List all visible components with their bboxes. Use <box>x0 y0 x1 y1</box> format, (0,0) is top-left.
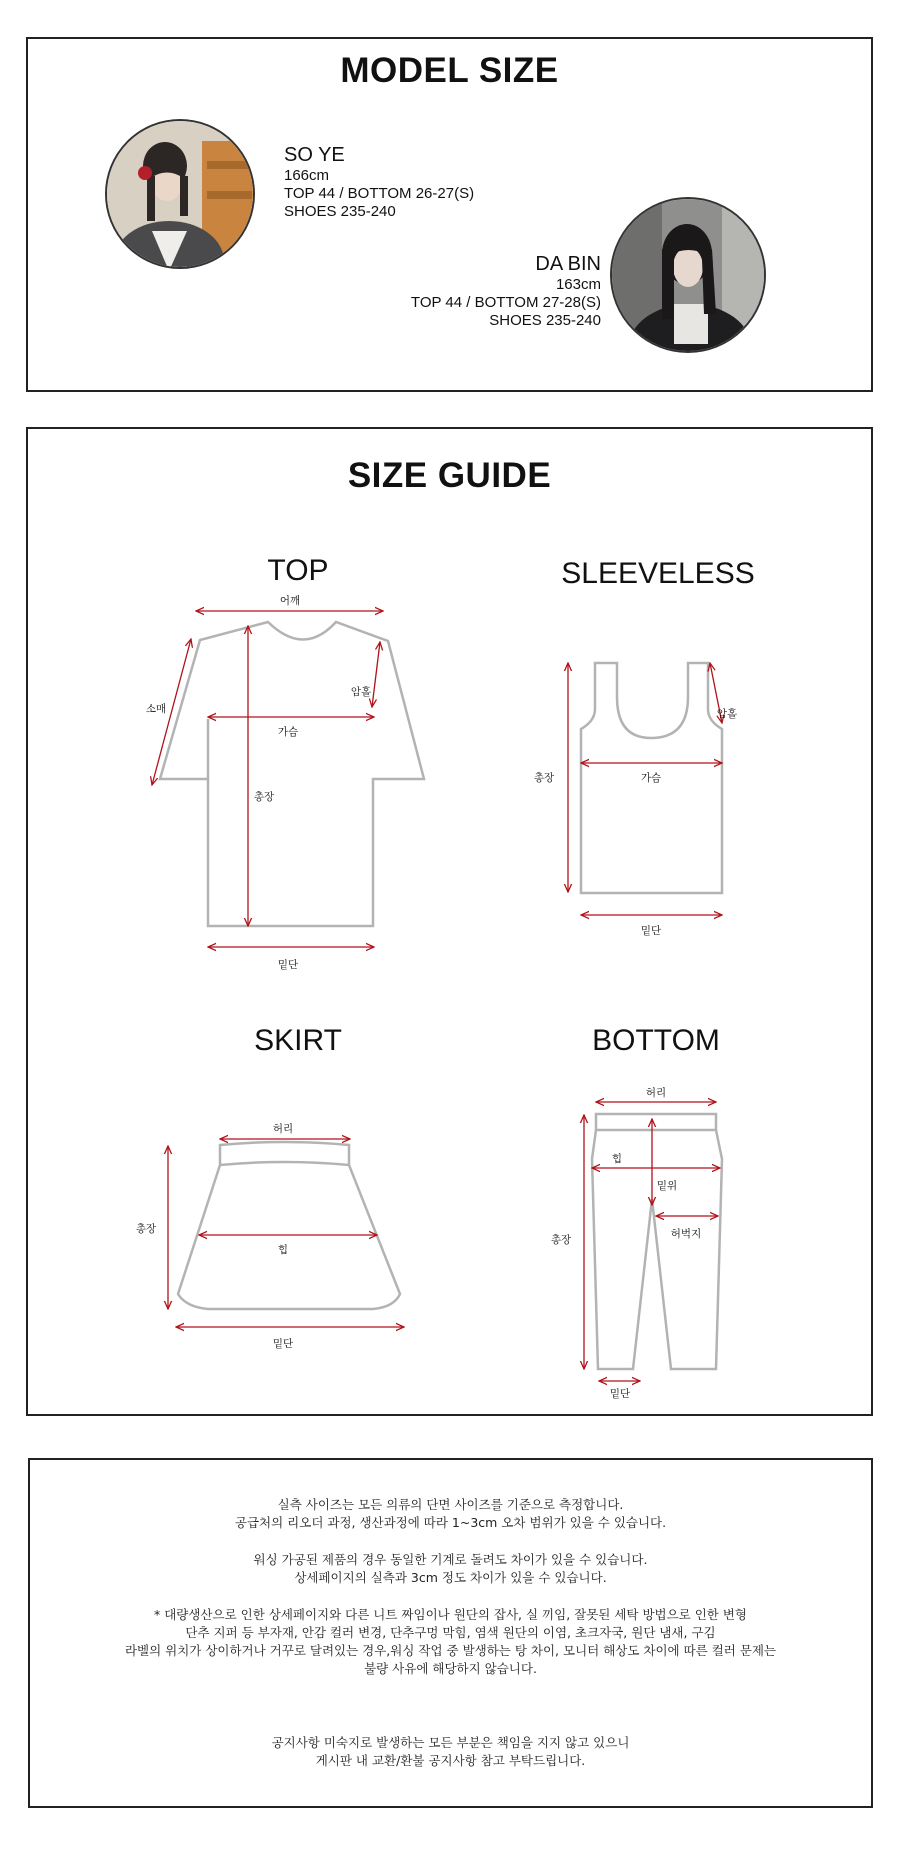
top-shoulder-label: 어깨 <box>279 595 301 607</box>
model-height: 166cm <box>284 167 330 184</box>
notice-paragraph-4 <box>30 1734 871 1770</box>
notice-line: 상세페이지의 실측과 3cm 정도 차이가 있을 수 있습니다. <box>294 1570 607 1585</box>
top-chest-label: 가슴 <box>277 726 299 738</box>
notice-line: 워싱 가공된 제품의 경우 동일한 기계로 돌려도 차이가 있을 수 있습니다. <box>253 1552 648 1567</box>
notice-line: 실측 사이즈는 모든 의류의 단면 사이즈를 기준으로 측정합니다. <box>277 1497 624 1512</box>
model-shoes: SHOES 235-240 <box>489 312 601 329</box>
size-guide-section <box>26 427 873 1416</box>
top-length-label: 총장 <box>253 791 275 803</box>
bottom-waist-label: 허리 <box>645 1087 667 1099</box>
top-armhole-label: 암홀 <box>350 686 372 698</box>
model-size-title: MODEL SIZE <box>340 51 559 90</box>
notice-paragraph-2 <box>30 1551 871 1587</box>
notice-line: 공급처의 리오더 과정, 생산과정에 따라 1~3cm 오차 범위가 있을 수 있습니다. <box>234 1515 667 1530</box>
model-name: SO YE <box>284 144 345 166</box>
skirt-hip-label: 힙 <box>277 1244 289 1256</box>
skirt-title: SKIRT <box>254 1024 342 1057</box>
skirt-waistband <box>220 1142 349 1165</box>
top-armhole-measure <box>372 642 380 707</box>
model-sizes: TOP 44 / BOTTOM 27-28(S) <box>410 294 601 311</box>
top-hem-label: 밑단 <box>277 959 299 971</box>
bottom-title: BOTTOM <box>592 1024 720 1057</box>
bottom-outline <box>592 1130 722 1369</box>
size-guide-title: SIZE GUIDE <box>347 456 552 495</box>
model-info-da-bin <box>411 252 601 330</box>
bottom-hem-label: 밑단 <box>609 1388 631 1400</box>
skirt-waist-label: 허리 <box>272 1123 294 1135</box>
notice-section <box>28 1458 873 1808</box>
notice-line: 불량 사유에 해당하지 않습니다. <box>364 1661 537 1676</box>
model-name: DA BIN <box>535 253 601 275</box>
notice-line: * 대량생산으로 인한 상세페이지와 다른 니트 짜임이나 원단의 잡사, 실 끼임, 잘못된 세탁 방법으로 인한 변형 <box>153 1607 748 1622</box>
top-sleeve-label: 소매 <box>145 703 167 715</box>
top-title: TOP <box>267 554 329 587</box>
notice-paragraph-1 <box>30 1496 871 1532</box>
sleeveless-armhole-label: 암홀 <box>716 708 738 720</box>
notice-line: 공지사항 미숙지로 발생하는 모든 부분은 책임을 지지 않고 있으니 <box>271 1735 630 1750</box>
bottom-length-label: 총장 <box>550 1234 572 1246</box>
notice-line: 단추 지퍼 등 부자재, 안감 컬러 변경, 단추구멍 막힘, 염색 원단의 이염, 초크자국, 원단 냄새, 구김 <box>185 1625 716 1640</box>
skirt-outline <box>178 1165 400 1309</box>
bottom-thigh-label: 허벅지 <box>670 1228 702 1240</box>
sleeveless-title: SLEEVELESS <box>561 557 755 590</box>
skirt-length-label: 총장 <box>135 1223 157 1235</box>
top-outline <box>160 622 424 926</box>
bottom-waistband <box>596 1114 716 1130</box>
model-avatar-da-bin <box>610 197 766 353</box>
notice-paragraph-3 <box>30 1606 871 1678</box>
model-height: 163cm <box>555 276 601 293</box>
notice-line: 라벨의 위치가 상이하거나 거꾸로 달려있는 경우,워싱 작업 중 발생하는 탕 차이, 모니터 해상도 차이에 따른 컬러 문제는 <box>124 1643 777 1658</box>
model-avatar-so-ye <box>105 119 255 269</box>
sleeveless-chest-label: 가슴 <box>640 772 662 784</box>
sleeveless-hem-label: 밑단 <box>640 925 662 937</box>
model-size-section <box>26 37 873 392</box>
model-sizes: TOP 44 / BOTTOM 26-27(S) <box>284 185 475 202</box>
bottom-hip-label: 힙 <box>611 1153 623 1165</box>
skirt-hem-label: 밑단 <box>272 1338 294 1350</box>
notice-line: 게시판 내 교환/환불 공지사항 참고 부탁드립니다. <box>315 1753 586 1768</box>
sleeveless-length-label: 총장 <box>533 772 555 784</box>
model-info-so-ye <box>284 143 474 221</box>
model-shoes: SHOES 235-240 <box>284 203 396 220</box>
bottom-rise-label: 밑위 <box>656 1180 678 1192</box>
